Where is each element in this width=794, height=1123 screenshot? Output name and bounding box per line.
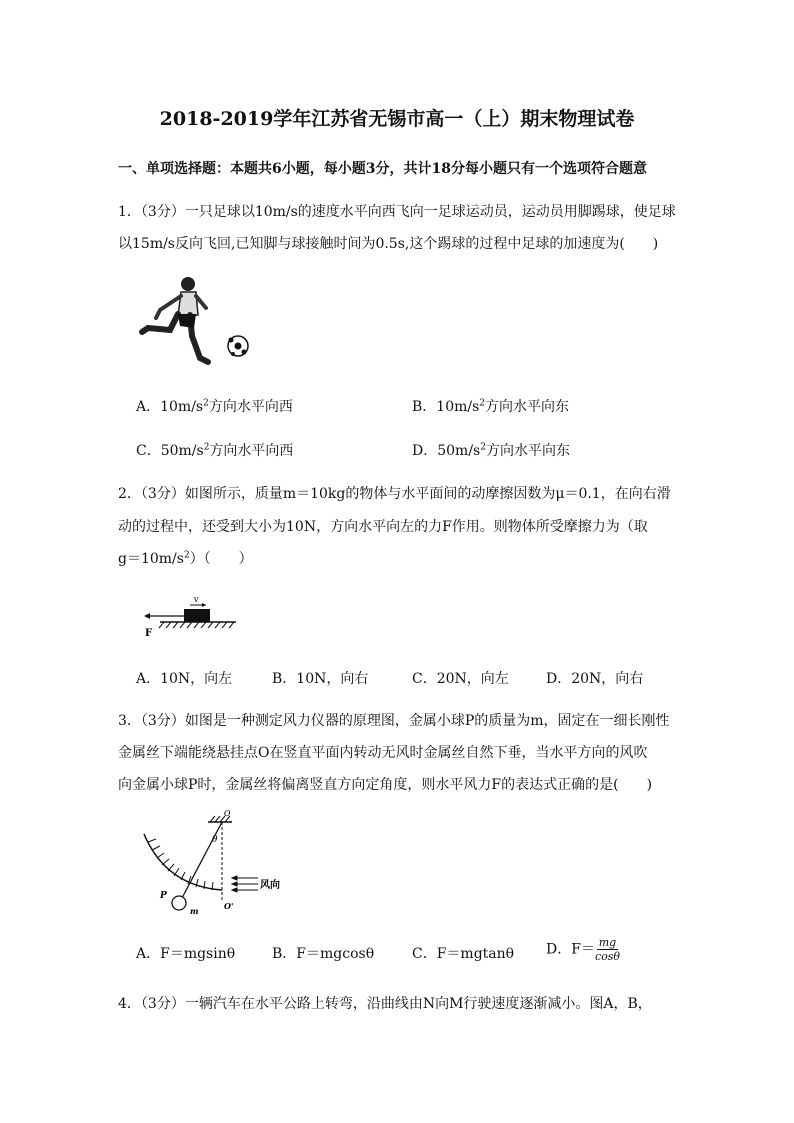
force-arrow-icon — [144, 613, 150, 619]
q1-text-line2: 以15m/s反向飞回,已知脚与球接触时间为0.5s,这个踢球的过程中足球的加速度为( ) — [118, 236, 659, 252]
q2-text-line3: $g=10m/s^2$）（ ） — [118, 550, 253, 567]
q3-text-line1: 3．（3分）如图是一种测定风力仪器的原理图，金属小球P的质量为m，固定在一细长刚性 — [118, 713, 670, 729]
q2-option-a[interactable]: A．10N，向左 — [136, 671, 233, 687]
fraction: $\frac{mg}{\cos\theta}$ — [594, 936, 621, 963]
block — [184, 609, 210, 622]
soccer-ball-icon — [228, 336, 248, 356]
label-theta: θ — [212, 835, 218, 845]
q1-option-b[interactable]: B．$10m/s^2$方向水平向东 — [412, 398, 570, 415]
q2-option-c[interactable]: C．20N，向左 — [412, 671, 509, 687]
q3-text-line3: 向金属小球P时，金属丝将偏离竖直方向定角度，则水平风力F的表达式正确的是( ) — [118, 777, 653, 793]
q3-option-c[interactable]: C．F＝mgtanθ — [412, 946, 515, 962]
label-wind: 风向 — [260, 880, 280, 891]
q3-text-line2: 金属丝下端能绕悬挂点O在竖直平面内转动无风时金属丝自然下垂，当水平方向的风吹 — [118, 745, 648, 761]
q3-option-d[interactable]: D．F＝ $\frac{mg}{\cos\theta}$ — [546, 936, 621, 963]
section-heading: 一、单项选择题：本题共6小题，每小题3分，共计18分每小题只有一个选项符合题意 — [118, 161, 647, 177]
q1-option-c[interactable]: C．$50m/s^2$方向水平向西 — [136, 442, 294, 459]
q1-option-a[interactable]: A．$10m/s^2$方向水平向西 — [136, 398, 293, 415]
q1-option-d[interactable]: D．$50m/s^2$方向水平向东 — [412, 442, 570, 459]
label-f: F — [145, 628, 153, 639]
label-o-prime: O' — [224, 901, 234, 911]
velocity-arrow-icon — [202, 603, 206, 607]
label-p: P — [160, 891, 167, 901]
q3-option-a[interactable]: A．F＝mgsinθ — [136, 946, 236, 962]
q2-option-b[interactable]: B．10N，向右 — [272, 671, 369, 687]
q4-text-line1: 4．（3分）一辆汽车在水平公路上转弯，沿曲线由N向M行驶速度逐渐减小。图A，B， — [118, 996, 652, 1012]
wind-arrows-icon — [232, 876, 258, 892]
label-o: O — [224, 810, 231, 818]
q3-wind-meter-figure — [136, 810, 300, 916]
q1-text-line1: 1．（3分）一只足球以10m/s的速度水平向西飞向一足球运动员，运动员用脚踢球，使足球 — [118, 204, 676, 220]
page-title: 2018-2019学年江苏省无锡市高一（上）期末物理试卷 — [159, 108, 635, 130]
q1-soccer-player-figure — [134, 270, 254, 370]
q2-text-line2: 动的过程中，还受到大小为10N，方向水平向左的力F作用。则物体所受摩擦力为（取 — [118, 519, 648, 535]
label-m: m — [190, 906, 199, 916]
label-v: v — [194, 595, 199, 604]
q2-text-line1: 2．（3分）如图所示，质量m＝10kg的物体与水平面间的动摩擦因数为μ＝0.1，在向右滑 — [118, 486, 671, 502]
metal-ball — [172, 896, 186, 910]
q2-block-figure — [140, 594, 240, 642]
q2-option-d[interactable]: D．20N，向右 — [546, 671, 644, 687]
q3-option-b[interactable]: B．F＝mgcosθ — [272, 946, 375, 962]
